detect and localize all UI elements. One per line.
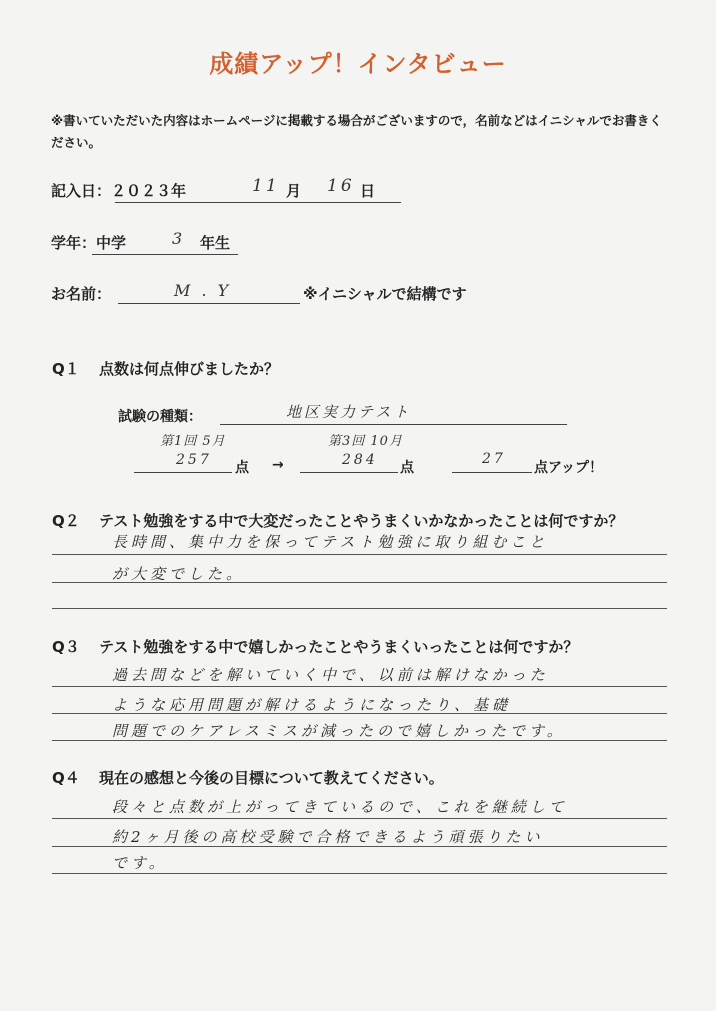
q2-rule-3 bbox=[52, 608, 667, 609]
grade-label: 学年：中学 bbox=[51, 234, 127, 252]
q1-question: 点数は何点伸びましたか？ bbox=[99, 360, 280, 378]
increase-underline bbox=[452, 472, 532, 473]
q3-number: Q３ bbox=[52, 638, 80, 656]
grade-value: 3 bbox=[172, 229, 186, 248]
page-title: 成績アップ！インタビュー bbox=[209, 50, 507, 78]
increase-unit: 点アップ！ bbox=[534, 460, 604, 476]
after-score-unit: 点 bbox=[400, 460, 414, 476]
test-type-label: 試験の種類： bbox=[118, 409, 202, 425]
entry-day-unit: 日 bbox=[360, 182, 376, 200]
notice-text: ※書いていただいた内容はホームページに掲載する場合がございますので，名前などはイニシャルでお書きください。 bbox=[51, 113, 662, 150]
q4-rule-1 bbox=[52, 818, 667, 819]
q1-number: Q１ bbox=[52, 360, 80, 378]
q4-question: 現在の感想と今後の目標について教えてください。 bbox=[99, 769, 444, 787]
after-test-label: 第3回 10月 bbox=[328, 434, 403, 449]
entry-month-unit: 月 bbox=[286, 182, 302, 200]
q3-rule-1 bbox=[52, 686, 667, 687]
name-label: お名前： bbox=[51, 285, 112, 303]
before-score-value: 257 bbox=[176, 452, 212, 468]
grade-underline bbox=[92, 254, 238, 255]
q2-rule-1 bbox=[52, 554, 667, 555]
q3-rule-2 bbox=[52, 713, 667, 714]
q4-number: Q４ bbox=[52, 769, 80, 787]
before-score-underline bbox=[134, 472, 232, 473]
q2-answer-line-1: 長時間、集中力を保ってテスト勉強に取り組むこと bbox=[112, 533, 549, 551]
name-value: M . Y bbox=[174, 281, 232, 300]
q2-number: Q２ bbox=[52, 512, 80, 530]
before-test-label: 第1回 5月 bbox=[160, 434, 226, 449]
q3-rule-3 bbox=[52, 740, 667, 741]
q4-answer-line-3: です。 bbox=[112, 854, 168, 872]
grade-unit: 年生 bbox=[200, 234, 231, 252]
q3-question: テスト勉強をする中で嬉しかったことやうまくいったことは何ですか？ bbox=[99, 638, 579, 656]
q2-answer-line-2: が大変でした。 bbox=[112, 565, 246, 583]
name-underline bbox=[118, 303, 300, 304]
q4-rule-2 bbox=[52, 846, 667, 847]
q3-answer-line-3: 問題でのケアレスミスが減ったので嬉しかったです。 bbox=[112, 722, 566, 740]
q4-answer-line-2: 約2ヶ月後の高校受験で合格できるよう頑張りたい bbox=[112, 828, 544, 846]
q3-answer-line-1: 過去問などを解いていく中で、以前は解けなかった bbox=[112, 666, 549, 684]
test-type-underline bbox=[220, 424, 567, 425]
entry-day-value: 16 bbox=[327, 176, 355, 196]
before-score-unit: 点 bbox=[235, 460, 249, 476]
name-note: ※イニシャルで結構です bbox=[303, 285, 467, 303]
entry-date-underline bbox=[115, 202, 401, 203]
increase-value: 27 bbox=[482, 451, 506, 467]
q3-answer-line-2: ような応用問題が解けるようになったり、基礎 bbox=[112, 696, 512, 714]
q4-answer-line-1: 段々と点数が上がってきているので、これを継続して bbox=[112, 798, 568, 816]
arrow-icon: → bbox=[272, 457, 284, 473]
q2-question: テスト勉強をする中で大変だったことやうまくいかなかったことは何ですか？ bbox=[99, 512, 624, 530]
entry-month-value: 11 bbox=[252, 176, 280, 196]
after-score-underline bbox=[300, 472, 398, 473]
entry-date-label: 記入日：２０２３年 bbox=[51, 182, 187, 200]
q2-rule-2 bbox=[52, 582, 667, 583]
q4-rule-3 bbox=[52, 873, 667, 874]
after-score-value: 284 bbox=[342, 452, 378, 468]
test-type-value: 地区実力テスト bbox=[286, 403, 412, 421]
